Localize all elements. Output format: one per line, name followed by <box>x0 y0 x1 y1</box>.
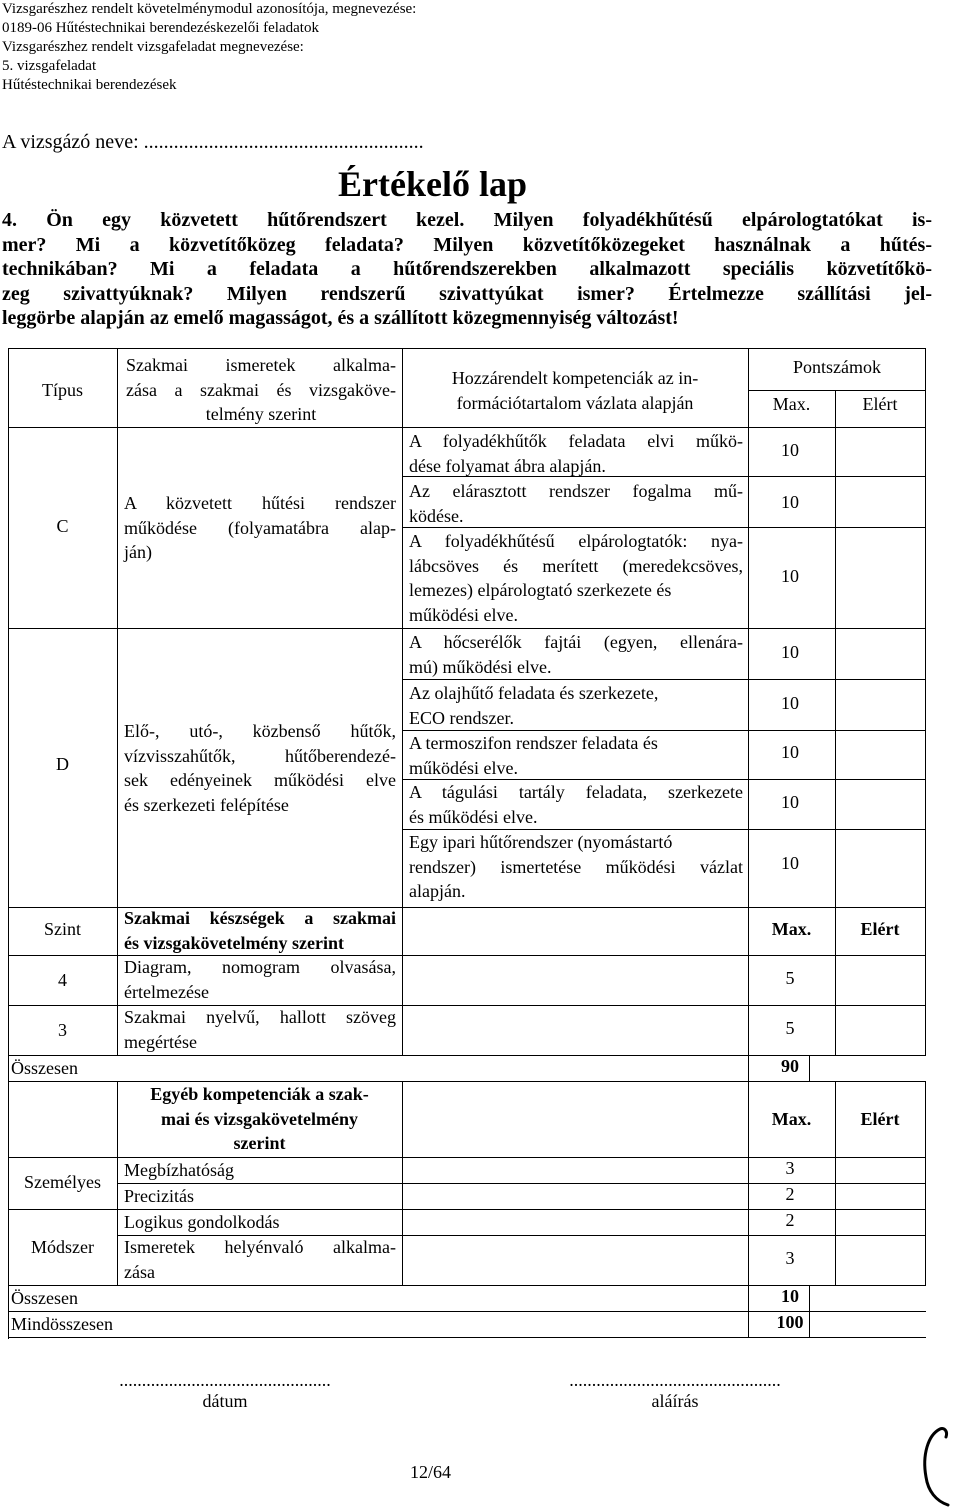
header-text-line: telmény szerint <box>205 404 317 424</box>
item-line: Egy ipari hűtőrendszer (nyomástartó <box>409 832 673 852</box>
item-line: lábcsöves és merített (meredekcsöves, <box>409 555 743 576</box>
header-text-line: Egyéb kompetenciák a szak- <box>150 1084 369 1104</box>
knowledge-line: Elő-, utó-, közbenső hűtők, <box>124 721 396 741</box>
page-number: 12/64 <box>410 1462 452 1482</box>
knowledge-line: működése (folyamatábra alap- <box>124 517 396 538</box>
header-text-line: Hozzárendelt kompetenciák az in- <box>451 368 699 388</box>
col-knowledge-header <box>126 353 396 427</box>
row-line: zása <box>124 1261 155 1282</box>
skill-row <box>124 1005 396 1054</box>
handwritten-mark-icon <box>918 1425 958 1509</box>
competence-item <box>409 780 743 829</box>
col-achieved-header: Elért <box>862 394 898 414</box>
max-points: 10 <box>781 693 799 713</box>
exam-question <box>2 208 932 331</box>
signature-line <box>540 1370 810 1412</box>
item-line: A termoszifon rendszer feladata és <box>409 733 658 753</box>
group-name: Személyes <box>24 1172 101 1192</box>
item-line: működési elve. <box>409 604 518 625</box>
skill-line: Diagram, nomogram olvasása, <box>124 957 396 977</box>
skills-achieved-header: Elért <box>860 919 900 939</box>
knowledge-line: és szerkezeti felépítése <box>124 794 289 815</box>
header-line: Vizsgarészhez rendelt követelménymodul azonosítója, megnevezése: <box>2 1 417 17</box>
max-points: 10 <box>781 792 799 812</box>
col-points-header: Pontszámok <box>793 357 881 377</box>
question-line: zeg szivattyúknak? Milyen rendszerű szivattyúkat ismer? Értelmezze szállítási jel- <box>2 282 932 305</box>
header-text-line: szerint <box>233 1133 286 1153</box>
signature-dots: ............................................... <box>569 1370 781 1390</box>
max-points: 2 <box>785 1184 795 1204</box>
col-type-header: Típus <box>41 380 83 400</box>
group-name: Módszer <box>31 1237 94 1257</box>
header-line: Vizsgarészhez rendelt vizsgafeladat megnevezése: <box>2 39 304 55</box>
question-line: mer? Mi a közvetítőközeg feladata? Milyen közvetítőközegeket használnak a hűtés- <box>2 233 932 256</box>
item-line: ködése. <box>409 505 464 526</box>
skills-header <box>124 906 396 955</box>
row-line: Ismeretek helyénvaló alkalma- <box>124 1237 396 1257</box>
group-c-type: C <box>56 516 69 536</box>
max-points: 10 <box>781 853 799 873</box>
competence-item <box>409 630 743 679</box>
max-points: 3 <box>785 1248 795 1268</box>
date-line <box>90 1370 360 1412</box>
item-line: Az elárasztott rendszer fogalma mű- <box>409 481 743 501</box>
subtotal-value: 10 <box>781 1286 799 1306</box>
max-points: 10 <box>781 492 799 512</box>
max-points: 10 <box>781 566 799 586</box>
header-text-line: zása a szakmai és vizsgaköve- <box>126 379 396 400</box>
other-row: Megbízhatóság <box>124 1160 234 1180</box>
item-line: lemezes) elpárologtató szerkezete és <box>409 580 672 600</box>
header-line: 5. vizsgafeladat <box>2 58 97 74</box>
group-c-knowledge <box>124 491 396 565</box>
signature-label: aláírás <box>651 1391 699 1411</box>
header-text-line: mai és vizsgakövetelmény <box>161 1108 358 1129</box>
competence-item <box>409 830 743 904</box>
skill-line: megértése <box>124 1031 197 1052</box>
skill-line: értelmezése <box>124 981 209 1002</box>
item-line: mú) működési elve. <box>409 656 552 677</box>
col-max-header: Max. <box>772 394 811 414</box>
header-text-line: formációtartalom vázlata alapján <box>456 392 694 413</box>
other-achieved-header: Elért <box>860 1109 900 1129</box>
grand-total-label: Mindösszesen <box>11 1314 113 1334</box>
competence-item <box>409 529 743 627</box>
max-points: 5 <box>785 1018 795 1038</box>
page-title: Értékelő lap <box>338 164 527 204</box>
header-text-line: Szakmai ismeretek alkalma- <box>126 355 396 375</box>
question-line: technikában? Mi a feladata a hűtőrendszerekben alkalmazott speciális közvetítőkö- <box>2 258 932 280</box>
other-row: Logikus gondolkodás <box>124 1212 280 1232</box>
col-competence-header <box>402 366 748 415</box>
item-line: A folyadékhűtők feladata elvi műkö- <box>409 431 743 451</box>
max-points: 10 <box>781 440 799 460</box>
header-line: Hűtéstechnikai berendezések <box>2 77 177 93</box>
max-points: 5 <box>785 968 795 988</box>
item-line: és működési elve. <box>409 806 538 827</box>
competence-item <box>409 681 743 730</box>
header-text-line: és vizsgakövetelmény szerint <box>124 932 344 953</box>
skills-max-header: Max. <box>771 919 812 939</box>
skill-line: Szakmai nyelvű, hallott szöveg <box>124 1007 396 1027</box>
grand-total-value: 100 <box>776 1312 804 1332</box>
item-line: A tágulási tartály feladata, szerkezete <box>409 782 743 802</box>
date-label: dátum <box>202 1391 248 1411</box>
knowledge-line: sek edényeinek működési elve <box>124 770 396 790</box>
skill-level: 3 <box>58 1020 67 1040</box>
header-line: 0189-06 Hűtéstechnikai berendezéskezelői feladatok <box>2 20 319 36</box>
question-line: leggörbe alapján az emelő magasságot, és a szállított közegmennyiség változást! <box>2 307 679 329</box>
other-row <box>124 1235 396 1284</box>
header-text-line: Szakmai készségek a szakmai <box>124 908 396 928</box>
knowledge-line: vízvisszahűtők, hűtőberendezé- <box>124 745 396 766</box>
other-row: Precizitás <box>124 1186 194 1206</box>
competence-item <box>409 429 743 478</box>
item-line: Az olajhűtő feladata és szerkezete, <box>409 683 659 703</box>
subtotal-label: Összesen <box>11 1058 78 1078</box>
level-header: Szint <box>43 919 81 939</box>
skill-level: 4 <box>58 970 67 990</box>
item-line: ECO rendszer. <box>409 707 514 728</box>
other-header <box>117 1082 402 1156</box>
item-line: A hőcserélők fajtái (egyen, ellenára- <box>409 632 743 652</box>
question-line: 4. Ön egy közvetett hűtőrendszert kezel. Milyen folyadékhűtésű elpárologtatókat is- <box>2 209 932 231</box>
other-max-header: Max. <box>771 1109 812 1129</box>
max-points: 3 <box>785 1158 795 1178</box>
candidate-name-field: A vizsgázó neve: ........................................................ <box>2 131 424 153</box>
max-points: 10 <box>781 642 799 662</box>
item-line: működési elve. <box>409 757 518 778</box>
document-header <box>2 0 416 95</box>
subtotal-label: Összesen <box>11 1288 78 1308</box>
subtotal-value: 90 <box>781 1056 799 1076</box>
item-line: dése folyamat ábra alapján. <box>409 455 606 476</box>
item-line: alapján. <box>409 881 466 901</box>
group-d-knowledge <box>124 719 396 817</box>
item-line: A folyadékhűtésű elpárologtatók: nya- <box>409 531 743 551</box>
item-line: rendszer) ismertetése működési vázlat <box>409 856 743 877</box>
competence-item <box>409 731 743 780</box>
knowledge-line: A közvetett hűtési rendszer <box>124 493 396 513</box>
knowledge-line: ján) <box>124 542 152 562</box>
date-dots: ............................................... <box>119 1370 331 1390</box>
max-points: 10 <box>781 742 799 762</box>
skill-row <box>124 955 396 1004</box>
max-points: 2 <box>785 1210 795 1230</box>
competence-item <box>409 479 743 528</box>
group-d-type: D <box>56 754 69 774</box>
